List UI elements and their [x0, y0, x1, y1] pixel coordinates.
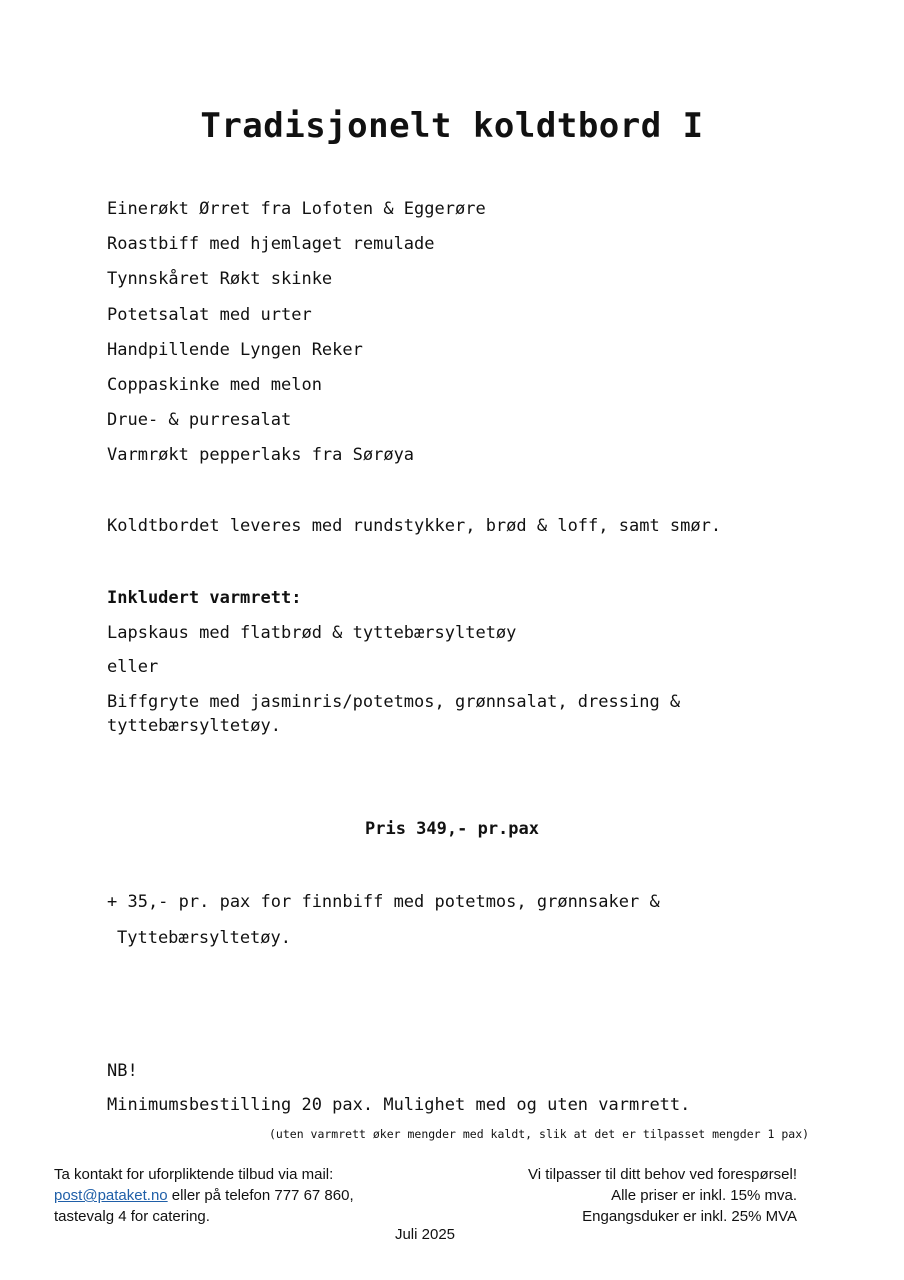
warm-dish-heading: Inkludert varmrett: [107, 588, 302, 608]
pricing-note-2: Alle priser er inkl. 15% mva. [611, 1187, 797, 1204]
small-note: (uten varmrett øker mengder med kaldt, slik at det er tilpasset mengder 1 pax) [269, 1127, 810, 1141]
phone-text: eller på telefon 777 67 860, [167, 1187, 354, 1204]
warm-dish-separator: eller [107, 657, 159, 677]
pricing-note-3: Engangsduker er inkl. 25% MVA [582, 1208, 797, 1225]
email-link[interactable]: post@pataket.no [54, 1187, 168, 1204]
contact-line-1: Ta kontakt for uforpliktende tilbud via mail: [54, 1166, 334, 1183]
contact-line-3: tastevalg 4 for catering. [54, 1208, 210, 1225]
minimum-order-text: Minimumsbestilling 20 pax. Mulighet med og uten varmrett. [107, 1095, 691, 1115]
menu-item: Tynnskåret Røkt skinke [107, 269, 333, 290]
menu-item: Coppaskinke med melon [107, 374, 322, 395]
pricing-notes [528, 1164, 797, 1227]
menu-item: Einerøkt Ørret fra Lofoten & Eggerøre [107, 199, 486, 219]
menu-item: Handpillende Lyngen Reker [107, 339, 363, 360]
nb-label: NB! [107, 1061, 138, 1081]
pricing-note-1: Vi tilpasser til ditt behov ved forespørsel! [527, 1166, 797, 1183]
document-date: Juli 2025 [394, 1226, 456, 1243]
menu-item: Varmrøkt pepperlaks fra Sørøya [107, 445, 415, 466]
contact-info [54, 1164, 354, 1227]
contact-line-2 [54, 1185, 354, 1206]
menu-item: Drue- & purresalat [107, 410, 292, 431]
warm-dish-option-1: Lapskaus med flatbrød & tyttebærsyltetøy [107, 623, 517, 643]
warm-dish-option-2: Biffgryte med jasminris/potetmos, grønnsalat, dressing & tyttebærsyltetøy. [107, 692, 681, 736]
delivery-note: Koldtbordet leveres med rundstykker, brød & loff, samt smør. [107, 516, 722, 536]
price: Pris 349,- pr.pax [365, 819, 539, 839]
extra-option-line-1: + 35,- pr. pax for finnbiff med potetmos, grønnsaker & [107, 892, 660, 912]
menu-item: Roastbiff med hjemlaget remulade [107, 234, 435, 255]
menu-item: Potetsalat med urter [107, 304, 312, 325]
page-title: Tradisjonelt koldtbord I [200, 106, 704, 146]
menu-item-list [107, 197, 486, 479]
extra-option-line-2: Tyttebærsyltetøy. [117, 928, 291, 948]
